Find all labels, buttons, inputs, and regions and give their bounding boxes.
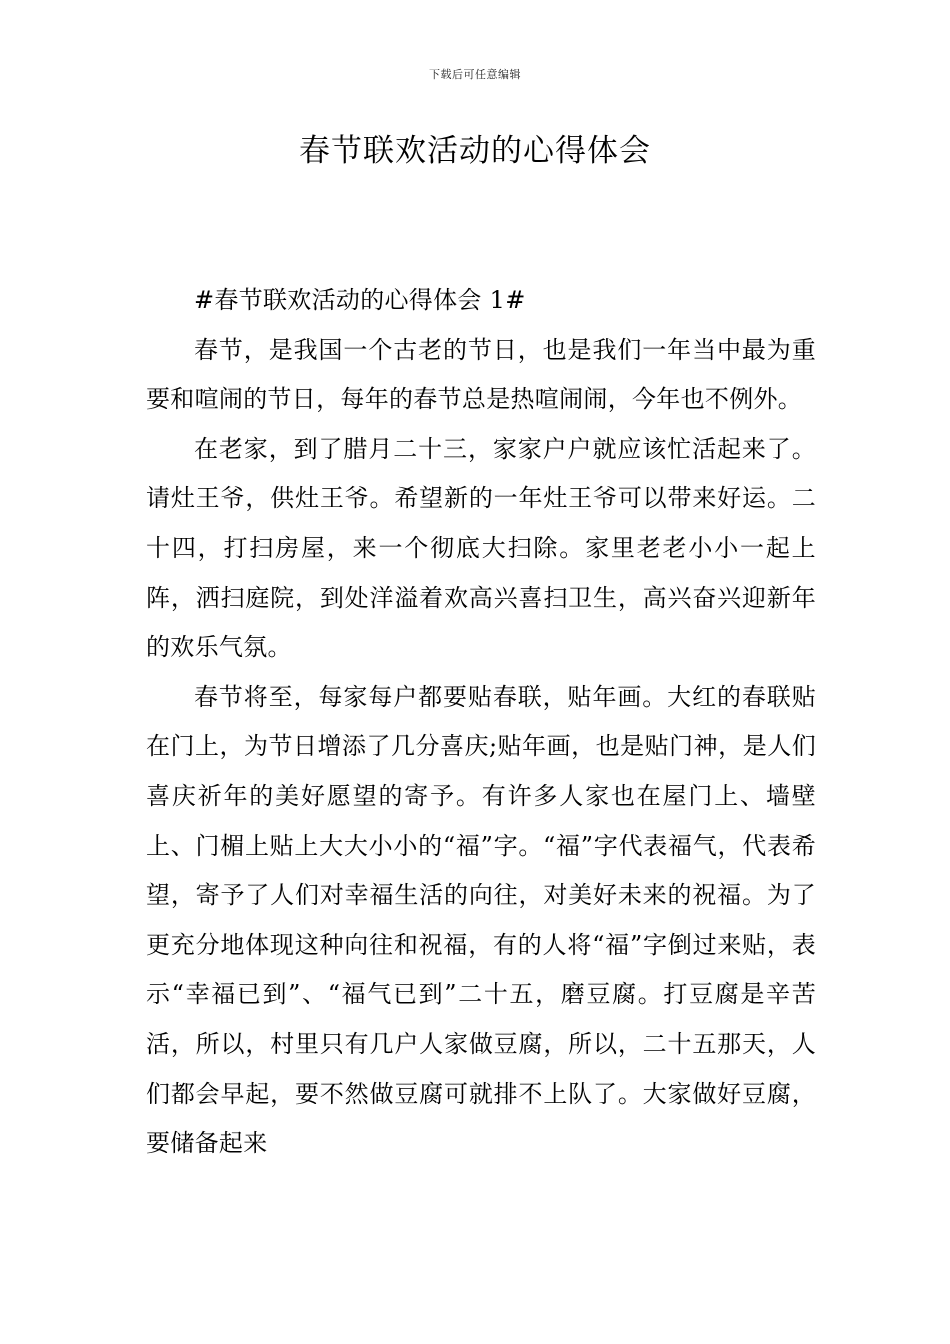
document-body [146, 276, 816, 1169]
document-title: 春节联欢活动的心得体会 [299, 133, 651, 169]
paragraph-2: 在老家，到了腊月二十三，家家户户就应该忙活起来了。请灶王爷，供灶王爷。希望新的一年灶王爷可以带来好运。二十四，打扫房屋，来一个彻底大扫除。家里老老小小一起上阵，洒扫庭院，到处洋溢着欢高兴喜扫卫生，高兴奋兴迎新年的欢乐气氛。 [146, 434, 816, 662]
header-note: 下载后可任意编辑 [429, 68, 521, 81]
section-heading: #春节联欢活动的心得体会 1# [194, 286, 526, 314]
paragraph-3: 春节将至，每家每户都要贴春联，贴年画。大红的春联贴在门上，为节日增添了几分喜庆;贴年画，也是贴门神，是人们喜庆祈年的美好愿望的寄予。有许多人家也在屋门上、墙壁上、门楣上贴上大大小小的“福”字。“福”字代表福气，代表希望，寄予了人们对幸福生活的向往，对美好未来的祝福。为了更充分地体现这种向往和祝福，有的人将“福”字倒过来贴，表示“幸福已到”、“福气已到”二十五，磨豆腐。打豆腐是辛苦活，所以，村里只有几户人家做豆腐，所以，二十五那天，人们都会早起，要不然做豆腐可就排不上队了。大家做好豆腐，要储备起来 [146, 682, 816, 1158]
paragraph-1: 春节，是我国一个古老的节日，也是我们一年当中最为重要和喧闹的节日，每年的春节总是热喧闹闹，今年也不例外。 [146, 335, 816, 414]
